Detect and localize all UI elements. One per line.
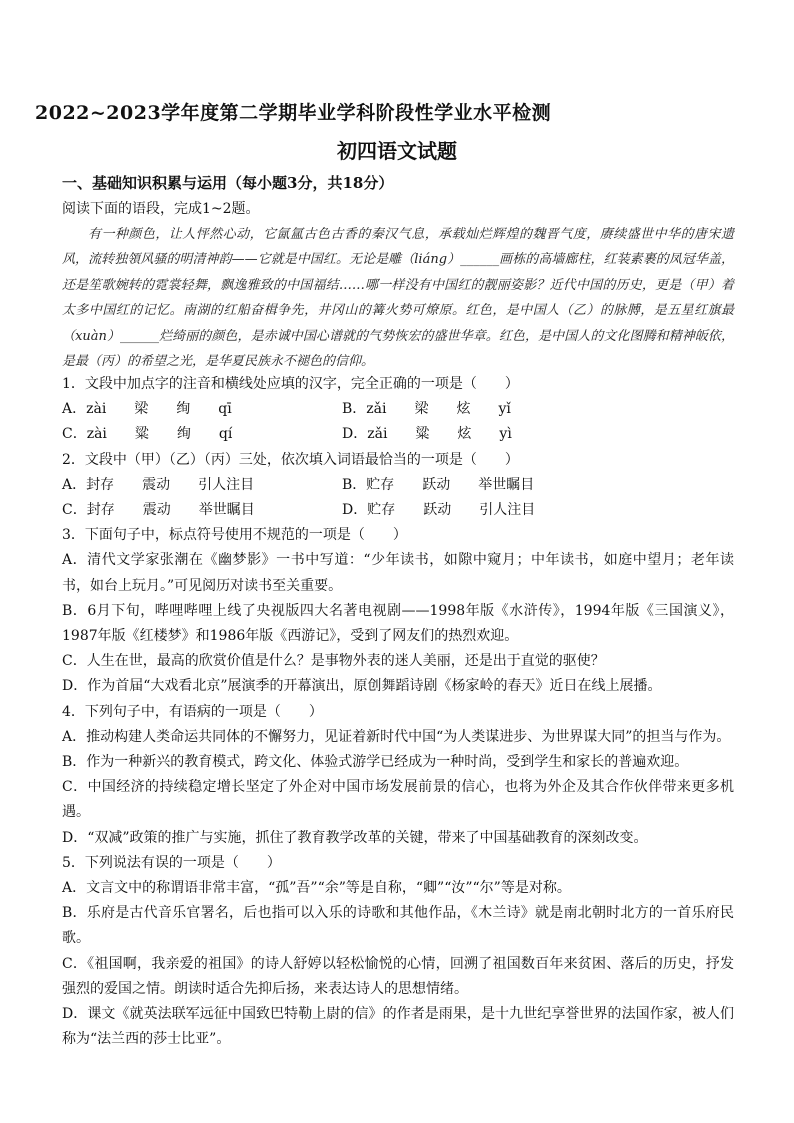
question-3-option-d: D．作为首届“大戏看北京”展演季的开幕演出，原创舞蹈诗剧《杨家岭的春天》近日在线上展播。 <box>62 678 662 695</box>
question-5-option-a: A．文言文中的称谓语非常丰富，“孤”吾”“余”等是自称，“卿”“汝”“尔”等是对称。 <box>62 880 571 897</box>
question-4-option-b: B．作为一种新兴的教育模式，跨文化、体验式游学已经成为一种时尚，受到学生和家长的普遍欢迎。 <box>62 754 689 771</box>
question-1-options <box>62 397 734 447</box>
question-4-stem: 4．下列句子中，有语病的一项是（ ） <box>62 703 323 720</box>
question-1-option-a: A．zài 梁 绚 qī <box>62 401 232 418</box>
question-4-option-a: A．推动构建人类命运共同体的不懈努力，见证着新时代中国“为人类谋进步、为世界谋大同”的担当与作为。 <box>62 728 731 745</box>
question-3-option-b: B．6月下旬，哔哩哔哩上线了央视版四大名著电视剧——1998年版《水浒传》，1994年版《三国演义》，1987年版《红楼梦》和1986年版《西游记》，受到了网友们的热烈欢迎。 <box>62 602 734 645</box>
question-5-option-d: D．课文《就英法联军远征中国致巴特勒上尉的信》的作者是雨果，是十九世纪享誉世界的法国作家，被人们称为“法兰西的莎士比亚”。 <box>62 1006 734 1048</box>
exam-title: 2022~2023学年度第二学期毕业学科阶段性学业水平检测 <box>35 102 552 124</box>
question-1-stem: 1．文段中加点字的注音和横线处应填的汉字，完全正确的一项是（ ） <box>62 376 519 392</box>
question-2-option-a: A．封存 震动 引人注目 <box>62 476 255 493</box>
question-3-option-a: A．清代文学家张潮在《幽梦影》一书中写道：“少年读书，如隙中窥月；中年读书，如庭中望月；老年读书，如台上玩月。”可见阅历对读书至关重要。 <box>62 552 734 594</box>
question-1-option-c: C．zài 粱 绚 qí <box>62 426 233 443</box>
question-2-option-b: B．贮存 跃动 举世瞩目 <box>342 476 535 493</box>
question-4-option-c: C．中国经济的持续稳定增长坚定了外企对中国市场发展前景的信心，也将为外企及其合作伙伴带来更多机遇。 <box>62 779 734 821</box>
reading-passage: 有一种颜色，让人怦然心动，它氤氲古色古香的秦汉气息，承载灿烂辉煌的魏晋气度，赓续盛世中华的唐宋遗风，流转独領风骚的明清神韵——它就是中国红。无论是雕（liáng）______画栋的高墙廊柱，红装素裹的凤冠华盖，还是笙歌婉转的霓裳轻舞，飘逸雅致的中国福结……哪一样没有中国红的靓丽姿影？近代中国的历史，更是（甲）着太多中国红的记忆。南湖的红船奋楫争先，井冈山的篝火势可燎原。红色，是中国人（乙）的脉膊，是五星红旗最（xuàn）______烂绮丽的颜色，是赤诚中国心谱就的气势恢宏的盛世华章。红色，是中国人的文化图腾和精神皈依，是最（丙）的希望之光，是华夏民族永不褪色的信仰。 <box>62 227 734 370</box>
question-1-option-d: D．zǎi 粱 炫 yì <box>342 426 512 443</box>
question-1-option-b: B．zǎi 梁 炫 yǐ <box>342 401 511 418</box>
question-2-option-c: C．封存 震动 举世瞩目 <box>62 502 255 519</box>
question-5-option-c: C．《祖国啊，我亲爱的祖国》的诗人舒婷以轻松愉悦的心情，回溯了祖国数百年来贫困、落后的历史，抒发强烈的爱国之情。朗读时适合先抑后扬，来表达诗人的思想情绪。 <box>62 955 734 997</box>
question-4-option-d: D．“双减”政策的推广与实施，抓住了教育教学改革的关键，带来了中国基础教育的深刻改变。 <box>62 829 648 846</box>
section-intro: 阅读下面的语段，完成1~2题。 <box>62 201 260 217</box>
question-2-stem: 2．文段中（甲）（乙）（丙）三处，依次填入词语最恰当的一项是（ ） <box>62 451 519 468</box>
question-3-option-c: C．人生在世，最高的欣赏价值是什么？是事物外表的迷人美丽，还是出于直觉的驱使？ <box>62 653 605 670</box>
question-5-option-b: B．乐府是古代音乐官署名，后也指可以入乐的诗歌和其他作品，《木兰诗》就是南北朝时北方的一首乐府民歌。 <box>62 905 734 947</box>
exam-subtitle: 初四语文试题 <box>337 139 457 163</box>
question-5-stem: 5．下列说法有误的一项是（ ） <box>62 854 281 871</box>
question-list <box>62 372 734 1052</box>
question-2-option-d: D．贮存 跃动 引人注目 <box>342 502 536 519</box>
question-2-options <box>62 473 734 523</box>
section-heading: 一、基础知识积累与运用（每小题3分，共18分） <box>62 174 394 192</box>
question-3-stem: 3．下面句子中，标点符号使用不规范的一项是（ ） <box>62 527 407 544</box>
